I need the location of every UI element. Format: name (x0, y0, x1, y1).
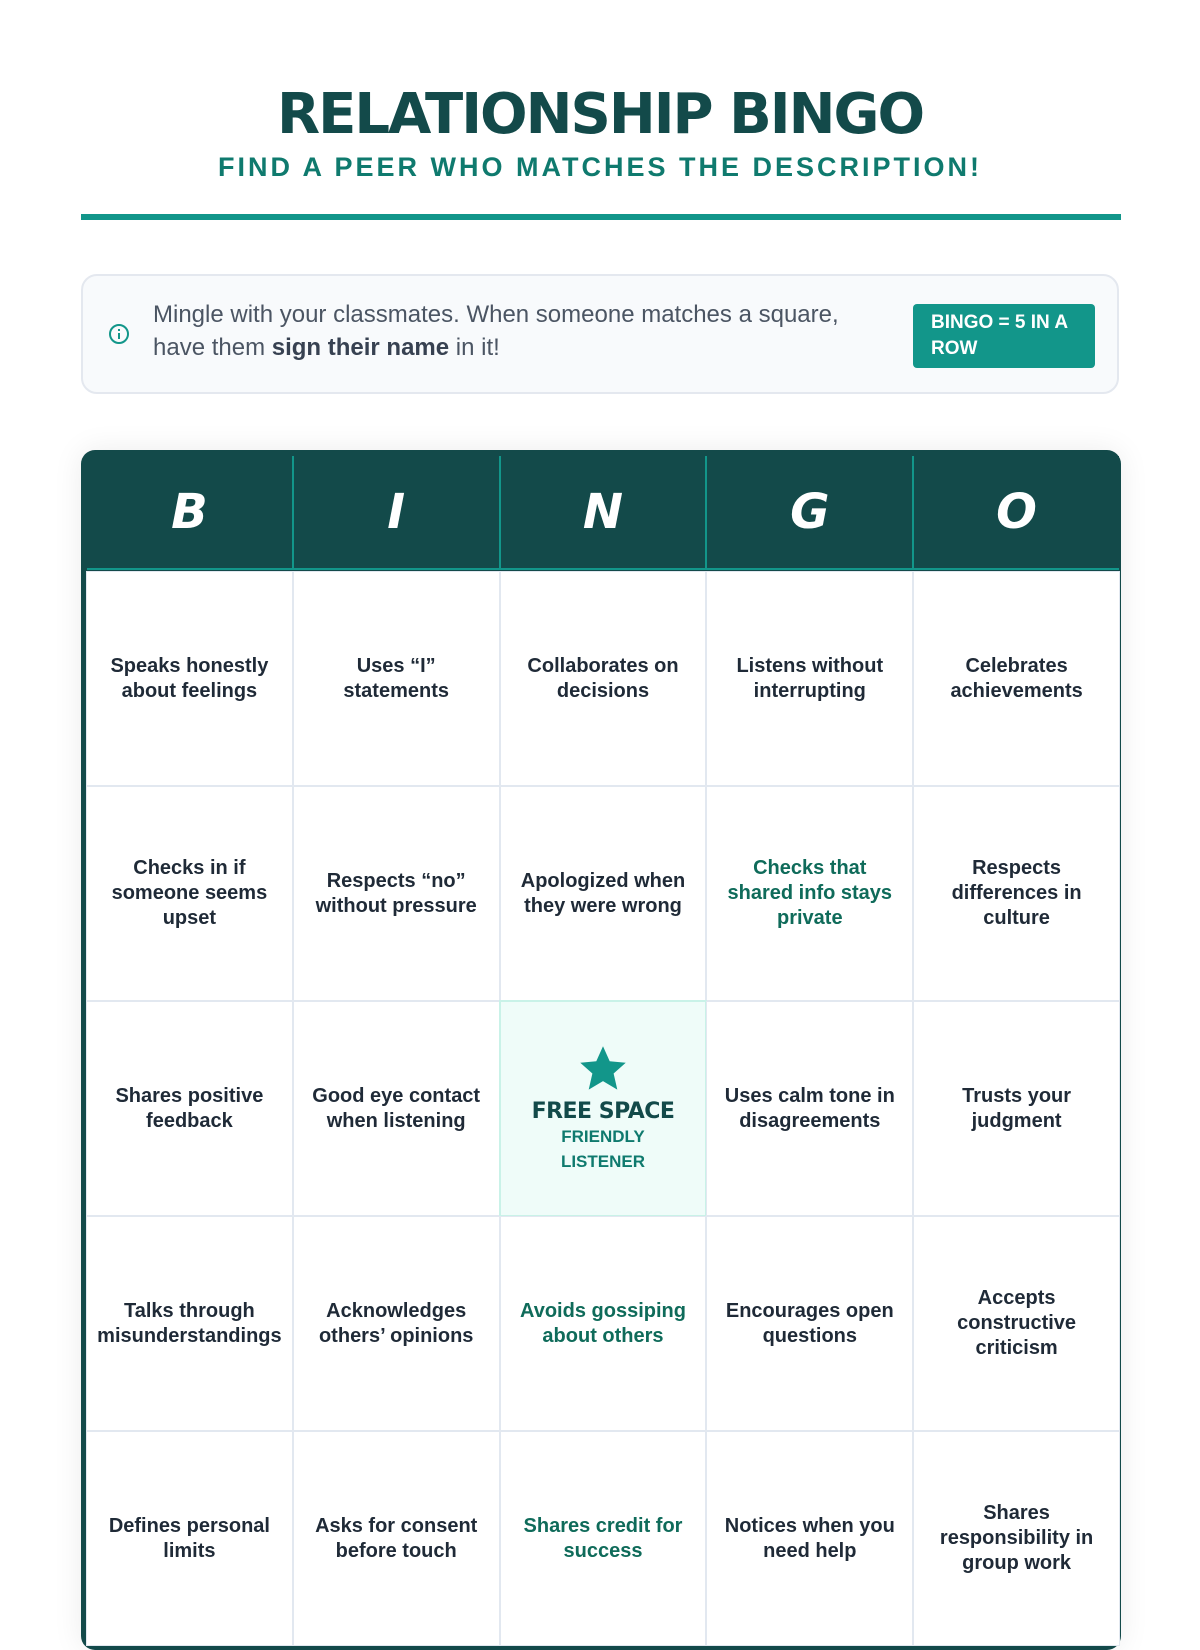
free-space-title: FREE SPACE (531, 1099, 675, 1124)
column-header-o: O (912, 456, 1119, 570)
bingo-square[interactable]: Notices when you need help (707, 1432, 912, 1645)
instructions-text-start: Mingle with your classmates. When someone matches a square, have them (153, 301, 839, 361)
bingo-square[interactable]: Respects “no” without pressure (294, 787, 499, 1000)
info-icon (109, 324, 129, 344)
instructions-text-bold: sign their name (271, 334, 450, 361)
instructions-panel (81, 274, 1119, 394)
bingo-square[interactable]: Good eye contact when listening (294, 1002, 499, 1215)
bingo-square[interactable]: Shares responsibility in group work (914, 1432, 1119, 1645)
free-space-subtitle: FRIENDLY LISTENER (560, 1127, 646, 1171)
bingo-square[interactable]: Uses “I” statements (294, 572, 499, 785)
column-header-n: N (499, 456, 706, 570)
instructions-text (153, 298, 893, 364)
bingo-square[interactable]: Celebrates achievements (914, 572, 1119, 785)
column-header-b: B (87, 456, 292, 570)
bingo-square[interactable]: Apologized when they were wrong (501, 787, 706, 1000)
bingo-square-highlighted[interactable]: Avoids gossiping about others (501, 1217, 706, 1430)
bingo-square-highlighted[interactable]: Shares credit for success (501, 1432, 706, 1645)
instructions-text-end: in it! (449, 334, 500, 361)
bingo-square[interactable]: Encourages open questions (707, 1217, 912, 1430)
bingo-square[interactable]: Shares positive feedback (87, 1002, 292, 1215)
bingo-square[interactable]: Acknowledges others’ opinions (294, 1217, 499, 1430)
bingo-square[interactable]: Respects differences in culture (914, 787, 1119, 1000)
bingo-square[interactable]: Trusts your judgment (914, 1002, 1119, 1215)
bingo-rule-badge: BINGO = 5 IN A ROW (913, 304, 1095, 368)
bingo-square[interactable]: Defines personal limits (87, 1432, 292, 1645)
bingo-square[interactable]: Uses calm tone in disagreements (707, 1002, 912, 1215)
page-subtitle: FIND A PEER WHO MATCHES THE DESCRIPTION! (217, 152, 982, 182)
bingo-grid (87, 456, 1115, 1645)
bingo-square-highlighted[interactable]: Checks that shared info stays private (707, 787, 912, 1000)
bingo-card (81, 450, 1121, 1650)
column-header-i: I (292, 456, 499, 570)
bingo-square[interactable]: Collaborates on decisions (501, 572, 706, 785)
bingo-square[interactable]: Asks for consent before touch (294, 1432, 499, 1645)
title-divider (81, 214, 1121, 220)
free-space-square[interactable] (501, 1002, 706, 1215)
bingo-square[interactable]: Talks through misunderstandings (87, 1217, 292, 1430)
page-title: RELATIONSHIP BINGO (276, 82, 924, 147)
bingo-square[interactable]: Listens without interrupting (707, 572, 912, 785)
star-icon (577, 1043, 629, 1095)
bingo-square[interactable]: Checks in if someone seems upset (87, 787, 292, 1000)
bingo-square[interactable]: Accepts constructive criticism (914, 1217, 1119, 1430)
column-header-g: G (705, 456, 912, 570)
bingo-square[interactable]: Speaks honestly about feelings (87, 572, 292, 785)
